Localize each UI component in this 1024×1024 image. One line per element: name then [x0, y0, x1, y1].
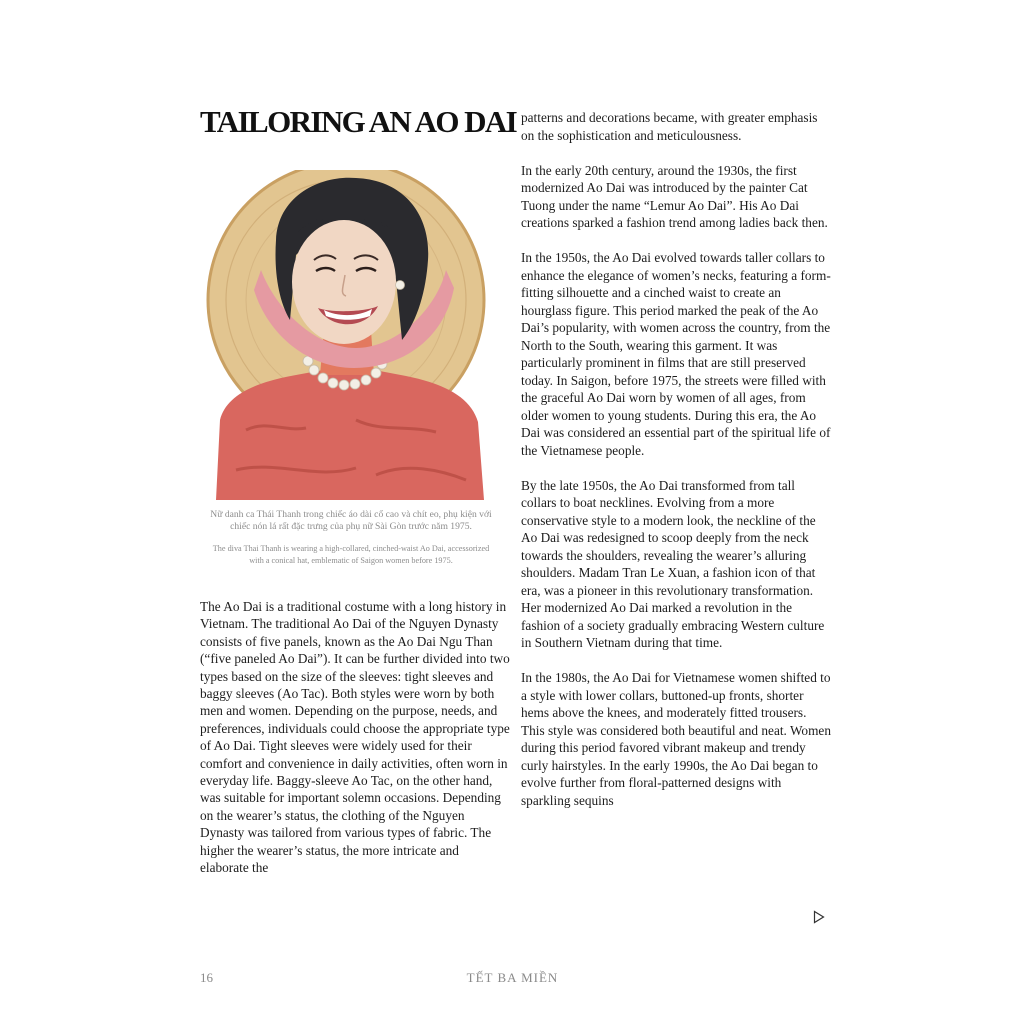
- body-paragraph: In the 1980s, the Ao Dai for Vietnamese women shifted to a style with lower collars, buttoned-up fronts, shorter hems above the knees, and moderately fitted trousers. This style was considered both beautiful and neat. Women during this period favored vibrant makeup and trendy curly hairstyles. In the early 1990s, the Ao Dai began to evolve further from floral-patterned designs with sparkling sequins: [521, 670, 831, 808]
- body-paragraph: By the late 1950s, the Ao Dai transformed from tall collars to boat necklines. Evolving from a more conservative style to a modern look, the neckline of the Ao Dai was redesigned to scoop deeply from the neck towards the shoulders, revealing the wearer’s alluring shoulders. Madam Tran Le Xuan, a fashion icon of that era, was a pioneer in this revolutionary transformation. Her modernized Ao Dai marked a revolution in the fashion of a society gradually embracing Western culture in Southern Vietnam during that time.: [521, 477, 825, 650]
- body-paragraph: In the early 20th century, around the 1930s, the first modernized Ao Dai was introduced by the painter Cat Tuong under the name “Lemur Ao Dai”. His Ao Dai creations sparked a fashion trend among ladies back then.: [521, 162, 828, 230]
- running-title: TẾT BA MIỀN: [466, 970, 559, 985]
- body-paragraph: The Ao Dai is a traditional costume with a long history in Vietnam. The traditional Ao Dai of the Nguyen Dynasty consists of five panels, known as the Ao Dai Ngu Than (“five paneled Ao Dai”). It can be further divided into two types based on the size of the sleeves: tight sleeves and baggy sleeves (Ao Tac). Both styles were worn by both men and women. Depending on the purpose, needs, and preferences, individuals could choose the appropriate type of Ao Dai. Tight sleeves were widely used for their comfort and convenience in daily activities, often worn in everyday life. Baggy-sleeve Ao Tac, on the other hand, was suitable for important solemn occasions. Depending on the wearer’s status, the clothing of the Nguyen Dynasty was tailored from various types of fabric. The higher the wearer’s status, the more intricate and elaborate the: [200, 599, 510, 876]
- caption-english: The diva Thai Thanh is wearing a high-collared, cinched-waist Ao Dai, accessorized with a conical hat, emblematic of Saigon women before 1975.: [212, 544, 490, 565]
- page-title: TAILORING AN AO DAI: [200, 104, 517, 139]
- dress: [216, 368, 484, 500]
- caption-vietnamese: Nữ danh ca Thái Thanh trong chiếc áo dài cổ cao và chít eo, phụ kiện với chiếc nón lá rất đặc trưng của phụ nữ Sài Gòn trước năm 1975.: [210, 509, 492, 532]
- right-column: [521, 109, 831, 827]
- portrait-illustration: [206, 170, 496, 500]
- left-column: [200, 598, 510, 877]
- portrait-drawing: [206, 170, 496, 500]
- continue-arrow-icon: [813, 910, 825, 924]
- body-paragraph: In the 1950s, the Ao Dai evolved towards taller collars to enhance the elegance of women’s necks, featuring a form-fitting silhouette and a cinched waist to create an hourglass figure. This period marked the peak of the Ao Dai’s popularity, with women across the country, from the North to the South, wearing this garment. It was particularly prominent in films that are still preserved today. In Saigon, before 1975, the streets were filled with the graceful Ao Dai worn by women of all ages, from older women to young students. During this era, the Ao Dai was considered an essential part of the spiritual life of the Vietnamese people.: [521, 250, 831, 458]
- body-paragraph: patterns and decorations became, with greater emphasis on the sophistication and meticulousness.: [521, 110, 818, 143]
- page-number: 16: [200, 970, 213, 985]
